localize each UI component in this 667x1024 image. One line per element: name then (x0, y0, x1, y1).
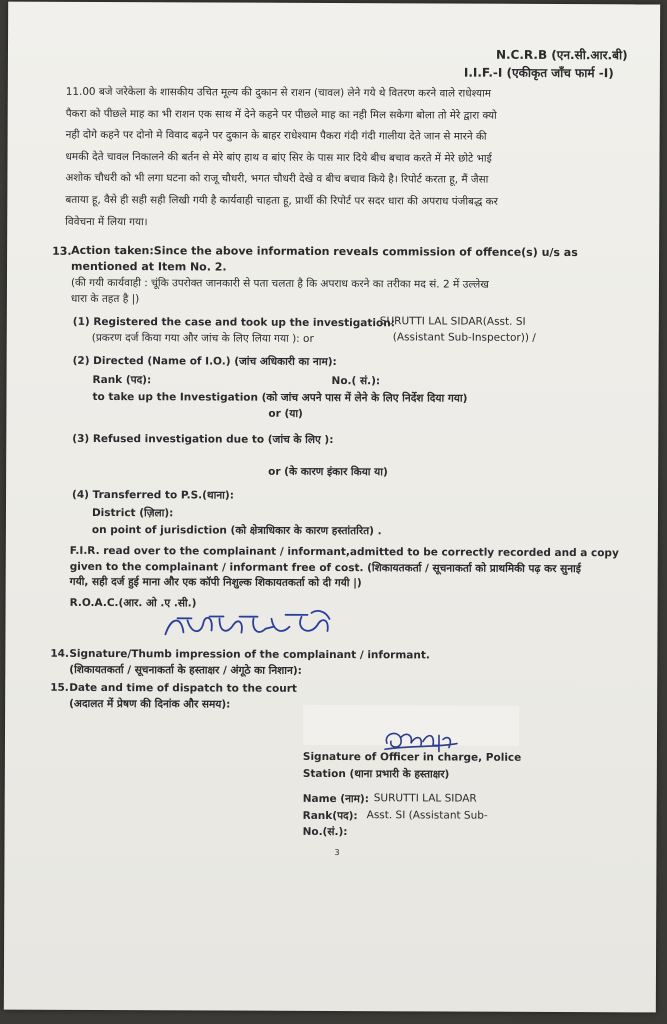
sub4-jurisdiction: on point of jurisdiction (को क्षेत्राधिकार के कारण हस्तांतरित) . (91, 523, 382, 538)
item-14-number: 14. (50, 647, 69, 660)
narrative-line: अशोक चौधरी को भी लगा घटना को राजू चौधरी, भगत चौधरी देखे व बीच बचाव किये है। रिपोर्ट करता हू, मैं जैसा (65, 172, 489, 187)
sub4-label: (4) Transferred to P.S.(थाना): (72, 488, 234, 502)
fir-statement: F.I.R. read over to the complainant / informant,admitted to be correctly recorded and a copy (69, 544, 619, 560)
form-code: N.C.R.B (एन.सी.आर.बी) (495, 47, 628, 63)
narrative-line: नही दोगे कहने पर दोनो मे विवाद बढ़ने पर दुकान के बाहर राधेश्याम पैकरा गंदी गंदी गालीया देते जान से मारने की (65, 129, 487, 143)
fir-statement-hindi: गयी, सही दर्ज हुई माना और एक कॉपी निशुल्क शिकायतकर्ता को दी गयी |) (69, 575, 362, 590)
item-15-hindi: (अदालत में प्रेषण की दिनांक और समय): (69, 697, 231, 711)
roac-label: R.O.A.C.(आर. ओ .ए .सी.) (69, 596, 197, 610)
narrative-line: 11.00 बजे जरेकेला के शासकीय उचित मूल्य की दुकान से राशन (चावल) लेने गये थे वितरण करने वाले राधेश्याम (65, 85, 492, 100)
item-13-hindi-cont: धारा के तहत है |) (70, 292, 140, 306)
sub1-label: (1) Registered the case and took up the investigation: (72, 315, 395, 330)
officer-name-label: Name (नाम): (302, 792, 369, 806)
item-13-title-cont: mentioned at Item No. 2. (71, 259, 227, 274)
item-15-title: Date and time of dispatch to the court (69, 681, 297, 695)
item-14-hindi: (शिकायतकर्ता / सूचनाकर्ता के हस्ताक्षर / अंगूठे का निशान): (69, 663, 302, 677)
document-page (4, 2, 660, 1013)
item-13-title: Action taken:Since the above information reveals commission of offence(s) u/s as (71, 243, 578, 260)
officer-name-value: SURUTTI LAL SIDAR (373, 792, 477, 805)
item-15-number: 15. (50, 681, 69, 694)
sub1-hindi: (प्रकरण दर्ज किया गया और जांच के लिए लिया गया ): or (91, 331, 314, 345)
complainant-signature (161, 604, 341, 647)
officer-rank-value: Asst. SI (Assistant Sub- (366, 809, 488, 822)
narrative-line: धमकी देते चावल निकालने की बर्तन से मेरे बांए हाथ व बांए सिर के पास मार दिये बीच बचाव करते में मेरे छोटे भाई (65, 150, 492, 165)
sub4-district: District (ज़िला): (91, 506, 174, 520)
sub3-or: or (के कारण इंकार किया या) (268, 465, 388, 479)
narrative-line: विवेचना में लिया गया। (65, 215, 148, 228)
page-number: 3 (334, 848, 340, 858)
narrative-line: पैकरा को पीछले माह का भी राशन एक साथ में देने कहने पर पीछले माह का नही मिल सकेगा बोला तो मेरे द्वारा क्यो (65, 107, 497, 122)
item-13-hindi: (की गयी कार्यवाही : चूंकि उपरोक्त जानकारी से पता चलता है कि अपराध करने का तरीका मद सं. 2 में उल्लेख (70, 276, 489, 291)
item-14-title: Signature/Thumb impression of the complainant / informant. (69, 647, 430, 662)
investigating-officer-value: SURUTTI LAL SIDAR(Asst. SI (379, 315, 526, 328)
sub3-label: (3) Refused investigation due to (जांच के लिए ): (72, 432, 334, 447)
sub2-no: No.( सं.): (331, 374, 381, 388)
officer-no-label: No.(सं.): (302, 825, 348, 839)
sub2-or: or (या) (268, 407, 303, 420)
fir-statement-cont: given to the complainant / informant free of cost. (शिकायतकर्ता / सूचनाकर्ता को प्राथमिकी पढ़ कर सुनाई (69, 560, 581, 576)
item-13-number: 13. (52, 244, 72, 258)
officer-signature-label-hindi: Station (थाना प्रभारी के हस्ताक्षर) (302, 767, 450, 781)
sub2-rank: Rank (पद): (92, 373, 152, 387)
narrative-paragraph (65, 82, 596, 235)
sub2-label: (2) Directed (Name of I.O.) (जांच अधिकारी का नाम): (72, 354, 337, 369)
investigating-officer-rank: (Assistant Sub-Inspector)) / (392, 331, 536, 344)
narrative-line: बताया हू, वैसे ही सही सही लिखी गयी है कार्यवाही चाहता हू, प्रार्थी की रिपोर्ट पर सदर धारा की अपराध पंजीबद्ध कर (65, 193, 498, 208)
sub2-take-up: to take up the Investigation (को जांच अपने पास में लेने के लिए निर्देश दिया गया) (92, 390, 468, 405)
officer-rank-label: Rank(पद): (302, 809, 358, 823)
officer-signature-label: Signature of Officer in charge, Police (302, 750, 522, 764)
form-title: I.I.F.-I (एकीकृत जाँच फार्म -I) (463, 65, 614, 81)
